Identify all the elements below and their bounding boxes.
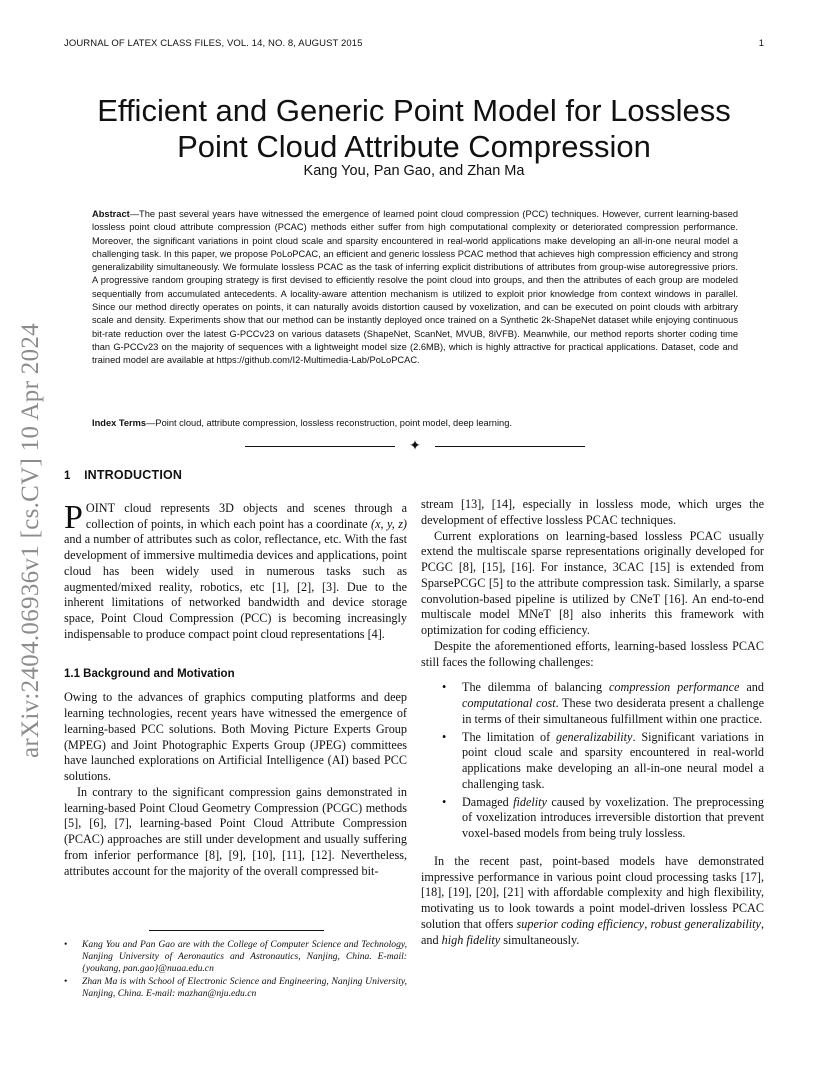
- footnotes: [64, 930, 407, 1002]
- section-number: 1: [64, 470, 71, 482]
- background-paragraph-2: In contrary to the significant compression gains demonstrated in learning-based Point Cloud Geometry Compression (PCGC) methods [5], [6], [7], learning-based Point Cloud Attribute Compression (PCAC) approaches are still under development and usually suffering from inferior performance [8], [9], [10], [11], [12]. Nevertheless, attributes account for the majority of the overall compressed bit-: [64, 784, 407, 878]
- subsection-heading: 1.1 Background and Motivation: [64, 667, 235, 680]
- background-paragraph-1: Owing to the advances of graphics computing platforms and deep learning technologies, recent years have witnessed the emergence of learning-based PCC solutions. Both Moving Picture Experts Group (MPEG) and Joint Photographic Experts Group (JPEG) committees have launched explorations on Artificial Intelligence (AI) based PCC solutions.: [64, 690, 407, 783]
- page-number: 1: [758, 38, 764, 49]
- index-terms-label: Index Terms: [92, 418, 147, 428]
- title-line-1: Efficient and Generic Point Model for Lossless: [97, 92, 731, 128]
- right-column: [421, 497, 764, 948]
- footnote-affiliation-1: • Kang You and Pan Gao are with the College of Computer Science and Technology, Nanjing University of Aeronautics and Astronautics, Nanjing, China. E-mail: {youkang, pan.gao}@nuaa.edu.cn: [64, 939, 407, 974]
- list-item: • The dilemma of balancing compression performance and computational cost. These two desiderata present a challenge in terms of their simultaneous fulfillment within one practice.: [462, 680, 764, 727]
- intro-paragraph: [64, 498, 407, 643]
- footnote-affiliation-2: • Zhan Ma is with School of Electronic Science and Engineering, Nanjing University, Nanjing, China. E-mail: mazhan@nju.edu.cn: [64, 976, 407, 1000]
- arxiv-stamp: arXiv:2404.06936v1 [cs.CV] 10 Apr 2024: [17, 323, 44, 758]
- index-terms-text: —Point cloud, attribute compression, lossless reconstruction, point model, deep learning.: [146, 418, 512, 428]
- divider-line-right: [435, 446, 585, 447]
- index-terms: [92, 418, 738, 428]
- drop-cap: P: [64, 498, 83, 536]
- intro-smallcaps: OINT: [85, 500, 116, 515]
- divider-star-icon: ✦: [409, 439, 421, 454]
- section-title-initial: I: [84, 470, 88, 482]
- abstract: [92, 208, 738, 368]
- right-paragraph-4: In the recent past, point-based models have demonstrated impressive performance in various point cloud processing tasks [17], [18], [19], [20], [21] with affordable complexity and high flexibility, motivating us to look towards a point model-driven lossless PCAC solution that offers superior coding efficiency, robust generalizability, and high fidelity simultaneously.: [421, 853, 764, 947]
- list-item: • Damaged fidelity caused by voxelization. The preprocessing of voxelization introduces irreversible distortion that prevent voxel-based models from being truly lossless.: [462, 795, 764, 842]
- footnote-rule: [149, 930, 324, 931]
- right-paragraph-2: Current explorations on learning-based lossless PCAC usually extend the multiscale sparse representations originally developed for PCGC [8], [15], [16]. For instance, 3CAC [15] is extended from SparsePCGC [5] to the attribute compression task. Similarly, a sparse convolution-based pipeline is utilized by CNeT [16]. An end-to-end multiscale model MNeT [8] also inherits this framework with optimization for coding efficiency.: [421, 528, 764, 637]
- section-heading-introduction: [64, 468, 407, 485]
- paper-title: [64, 93, 764, 165]
- left-column: [64, 468, 407, 879]
- running-header: JOURNAL OF LATEX CLASS FILES, VOL. 14, NO. 8, AUGUST 2015: [64, 38, 363, 49]
- abstract-label: Abstract: [92, 209, 130, 219]
- authors: Kang You, Pan Gao, and Zhan Ma: [303, 163, 525, 179]
- divider-line-left: [245, 446, 395, 447]
- section-title-rest: NTRODUCTION: [87, 468, 183, 482]
- right-paragraph-1: stream [13], [14], especially in lossless mode, which urges the development of effective lossless PCAC techniques.: [421, 497, 764, 527]
- right-paragraph-3: Despite the aforementioned efforts, learning-based lossless PCAC still faces the following challenges:: [421, 638, 764, 669]
- intro-text-a: cloud represents 3D objects and scenes through a collection of points, in which each point has a coordinate: [85, 500, 407, 531]
- section-divider: [245, 441, 585, 453]
- challenges-list: [421, 680, 764, 842]
- title-line-2: Point Cloud Attribute Compression: [177, 128, 651, 164]
- list-item: • The limitation of generalizability. Significant variations in point cloud scale and sparsity encountered in real-world applications make developing an all-in-one neural model a challenging task.: [462, 730, 764, 793]
- intro-text-b: and a number of attributes such as color, reflectance, etc. With the fast development of immersive multimedia devices and applications, point cloud has been widely used in numerous tasks such as augmented/mixed reality, robotics, etc [1], [2], [3]. Due to the inherent limitations of networked bandwidth and device storage space, Point Cloud Compression (PCC) is becoming increasingly indispensable to produce compact point cloud representations [4].: [64, 532, 407, 641]
- abstract-text: —The past several years have witnessed the emergence of learned point cloud compression (PCC) techniques. However, current learning-based lossless point cloud attribute compression (PCAC) methods either suffer from high computational complexity or deteriorated compression performance. Moreover, the significant variations in point cloud scale and sparsity encountered in real-world applications make developing an all-in-one neural model a challenging task. In this paper, we propose PoLoPCAC, an efficient and generic lossless PCAC method that achieves high compression efficiency and strong generalizability simultaneously. We formulate lossless PCAC as the task of inferring explicit distributions of attributes from group-wise autoregressive priors. A progressive random grouping strategy is first devised to efficiently resolve the point cloud into groups, and then the attributes of each group are modeled sequentially from accumulated antecedents. A locality-aware attention mechanism is utilized to exploit prior knowledge from context windows in parallel. Since our method directly operates on points, it can naturally avoids distortion caused by voxelization, and can be executed on point clouds with arbitrary scale and density. Experiments show that our method can be instantly deployed once trained on a Synthetic 2k-ShapeNet dataset while enjoying continuous bit-rate reduction over the latest G-PCCv23 on various datasets (ShapeNet, ScanNet, MVUB, 8iVFB). Meanwhile, our method reports shorter coding time than G-PCCv23 on the majority of sequences with a lightweight model size (2.6MB), which is highly attractive for practical applications. Dataset, code and trained model are available at https://github.com/I2-Multimedia-Lab/PoLoPCAC.: [92, 209, 738, 366]
- coordinate-math: (x, y, z): [371, 516, 407, 531]
